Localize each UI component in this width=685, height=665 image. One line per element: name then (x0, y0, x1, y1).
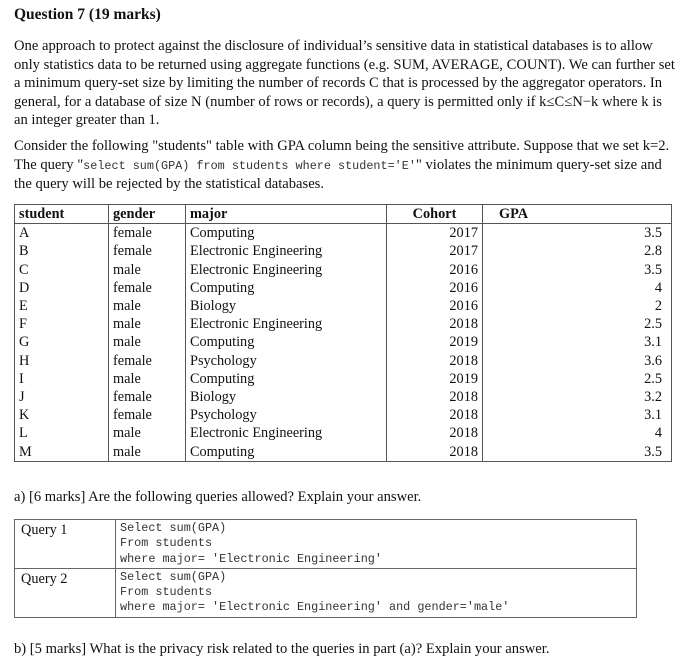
students-table-body (15, 224, 672, 461)
major-cell: Computing (186, 279, 387, 297)
table-description-paragraph (14, 137, 676, 194)
cohort-cell: 2017 (387, 242, 483, 260)
student-cell: G (15, 333, 109, 351)
query-1-code (116, 520, 637, 569)
cohort-cell: 2018 (387, 406, 483, 424)
major-cell: Electronic Engineering (186, 315, 387, 333)
student-cell: J (15, 388, 109, 406)
cohort-cell: 2016 (387, 297, 483, 315)
table-row (15, 333, 672, 351)
gender-cell: female (109, 224, 186, 243)
gpa-cell: 2.5 (644, 316, 662, 333)
student-cell: B (15, 242, 109, 260)
queries-table (14, 519, 637, 618)
cohort-cell: 2018 (387, 315, 483, 333)
cohort-cell: 2018 (387, 424, 483, 442)
student-cell: A (15, 224, 109, 243)
gender-cell: female (109, 279, 186, 297)
major-cell: Computing (186, 442, 387, 461)
column-header-gpa: GPA (483, 205, 672, 224)
gender-cell: female (109, 352, 186, 370)
table-row (15, 424, 672, 442)
table-header-row (15, 205, 672, 224)
query-row (15, 568, 637, 617)
paragraph-text-end: " violates the minimum query-set size and the query will be rejected by the statistical databases. (14, 156, 662, 193)
major-cell: Psychology (186, 406, 387, 424)
intro-paragraph: One approach to protect against the disclosure of individual’s sensitive data in statistical databases is to allow only statistics data to be returned using aggregate functions (e.g. SUM, AVERAGE, COUNT). We can further set a minimum query-set size by limiting the number of records C that is processed by the aggregator operators. In general, for a database of size N (number of rows or records), a query is permitted only if k≤C≤N−k where k is an integer greater than 1. (14, 38, 675, 129)
table-row (15, 406, 672, 424)
student-cell: H (15, 352, 109, 370)
gpa-cell: 3.2 (644, 388, 662, 405)
part-a-prompt: a) [6 marks] Are the following queries allowed? Explain your answer. (14, 489, 422, 505)
gpa-cell: 2.8 (644, 243, 662, 260)
gender-cell: male (109, 333, 186, 351)
gpa-cell: 3.5 (644, 443, 662, 460)
cohort-cell: 2019 (387, 370, 483, 388)
student-cell: K (15, 406, 109, 424)
table-row (15, 315, 672, 333)
table-row (15, 224, 672, 243)
column-header-gender: gender (109, 205, 186, 224)
gender-cell: male (109, 315, 186, 333)
table-row (15, 370, 672, 388)
code-line: Select sum(GPA) (120, 569, 227, 584)
question-title: Question 7 (19 marks) (14, 6, 161, 23)
part-b-prompt: b) [5 marks] What is the privacy risk related to the queries in part (a)? Explain your answer. (14, 641, 550, 657)
code-line: where major= 'Electronic Engineering' (120, 551, 382, 566)
student-cell: E (15, 297, 109, 315)
major-cell: Electronic Engineering (186, 261, 387, 279)
student-cell: I (15, 370, 109, 388)
student-cell: C (15, 261, 109, 279)
gpa-cell: 2 (654, 298, 662, 315)
cohort-cell: 2018 (387, 388, 483, 406)
code-line: From students (120, 536, 213, 551)
table-row (15, 388, 672, 406)
cohort-cell: 2018 (387, 442, 483, 461)
student-cell: M (15, 442, 109, 461)
cohort-cell: 2018 (387, 352, 483, 370)
student-cell: F (15, 315, 109, 333)
cohort-cell: 2019 (387, 333, 483, 351)
code-line: Select sum(GPA) (120, 521, 227, 535)
gpa-cell: 4 (654, 279, 662, 296)
cohort-cell: 2016 (387, 279, 483, 297)
major-cell: Biology (186, 388, 387, 406)
code-line: where major= 'Electronic Engineering' and gender='male' (120, 600, 510, 615)
major-cell: Electronic Engineering (186, 242, 387, 260)
query-2-label: Query 2 (15, 568, 116, 617)
gender-cell: male (109, 370, 186, 388)
gender-cell: female (109, 406, 186, 424)
gpa-cell: 3.5 (644, 261, 662, 278)
major-cell: Electronic Engineering (186, 424, 387, 442)
gender-cell: male (109, 424, 186, 442)
gpa-cell: 3.6 (644, 352, 662, 369)
major-cell: Biology (186, 297, 387, 315)
gender-cell: female (109, 388, 186, 406)
column-header-major: major (186, 205, 387, 224)
gender-cell: male (109, 297, 186, 315)
major-cell: Psychology (186, 352, 387, 370)
student-cell: L (15, 424, 109, 442)
table-row (15, 261, 672, 279)
table-row (15, 442, 672, 461)
gender-cell: male (109, 442, 186, 461)
query-1-label: Query 1 (15, 520, 116, 569)
column-header-student: student (15, 205, 109, 224)
gender-cell: male (109, 261, 186, 279)
major-cell: Computing (186, 370, 387, 388)
query-2-code (116, 568, 637, 617)
student-cell: D (15, 279, 109, 297)
table-row (15, 242, 672, 260)
column-header-cohort: Cohort (387, 205, 483, 224)
query-row (15, 520, 637, 569)
code-line: From students (120, 585, 213, 600)
gpa-cell: 3.1 (644, 334, 662, 351)
gpa-cell: 3.1 (644, 407, 662, 424)
example-query-code: select sum(GPA) from students where student='E' (83, 158, 416, 173)
students-table (14, 204, 672, 462)
gender-cell: female (109, 242, 186, 260)
major-cell: Computing (186, 333, 387, 351)
gpa-cell: 3.5 (644, 225, 662, 242)
paragraph-text-start: Consider the following "students" table with GPA column being the sensitive attribute. Suppose that we set k=2. The query " (14, 138, 670, 173)
table-row (15, 352, 672, 370)
cohort-cell: 2017 (387, 224, 483, 243)
gpa-cell: 4 (654, 425, 662, 442)
gpa-cell: 2.5 (644, 370, 662, 387)
cohort-cell: 2016 (387, 261, 483, 279)
major-cell: Computing (186, 224, 387, 243)
table-row (15, 297, 672, 315)
table-row (15, 279, 672, 297)
